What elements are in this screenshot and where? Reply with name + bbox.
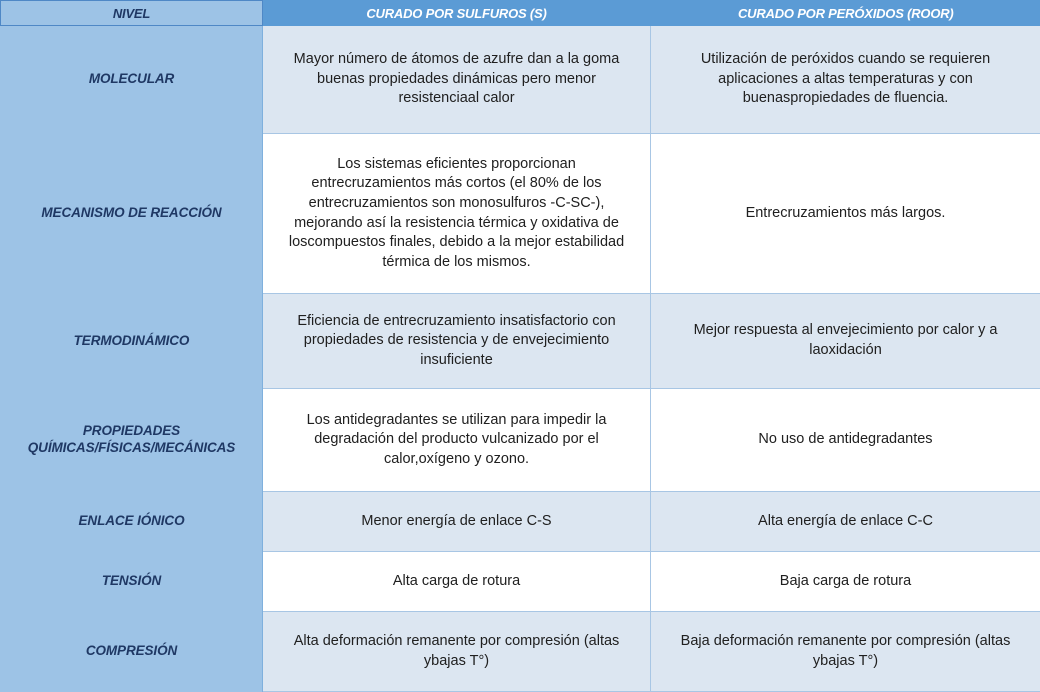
cell-sulfuros-propiedades: Los antidegradantes se utilizan para impedir la degradación del producto vulcanizado por el calor,oxígeno y ozono. [263, 389, 651, 492]
cell-peroxidos-tension: Baja carga de rotura [651, 552, 1040, 612]
row-label-termodinamico: TERMODINÁMICO [1, 294, 263, 389]
column-header-curado-sulfuros: CURADO POR SULFUROS (S) [263, 1, 651, 26]
table-row [1, 492, 1040, 552]
table-row [1, 134, 1040, 294]
table-row [1, 612, 1040, 692]
cell-sulfuros-mecanismo: Los sistemas eficientes proporcionan entrecruzamientos más cortos (el 80% de los entrecruzamientos son monosulfuros -C-SC-), mejorando así la resistencia térmica y oxidativa de loscompuestos finales, debido a la mejor estabilidad térmica de los mismos. [263, 134, 651, 294]
row-label-compresion: COMPRESIÓN [1, 612, 263, 692]
cell-peroxidos-mecanismo: Entrecruzamientos más largos. [651, 134, 1040, 294]
table-row [1, 294, 1040, 389]
cell-peroxidos-termodinamico: Mejor respuesta al envejecimiento por calor y a laoxidación [651, 294, 1040, 389]
column-header-nivel: NIVEL [1, 1, 263, 26]
table-header [1, 1, 1040, 26]
cell-sulfuros-compresion: Alta deformación remanente por compresión (altas ybajas T°) [263, 612, 651, 692]
cell-sulfuros-termodinamico: Eficiencia de entrecruzamiento insatisfactorio con propiedades de resistencia y de envejecimiento insuficiente [263, 294, 651, 389]
column-header-curado-peroxidos: CURADO POR PERÓXIDOS (ROOR) [651, 1, 1040, 26]
row-label-molecular: MOLECULAR [1, 26, 263, 134]
cell-peroxidos-enlace-ionico: Alta energía de enlace C-C [651, 492, 1040, 552]
row-label-mecanismo-de-reaccion: MECANISMO DE REACCIÓN [1, 134, 263, 294]
cell-sulfuros-molecular: Mayor número de átomos de azufre dan a la goma buenas propiedades dinámicas pero menor resistenciaal calor [263, 26, 651, 134]
cell-peroxidos-compresion: Baja deformación remanente por compresión (altas ybajas T°) [651, 612, 1040, 692]
table-row [1, 389, 1040, 492]
table-row [1, 26, 1040, 134]
cell-peroxidos-molecular: Utilización de peróxidos cuando se requieren aplicaciones a altas temperaturas y con buenaspropiedades de fluencia. [651, 26, 1040, 134]
table-body [1, 26, 1040, 692]
row-label-tension: TENSIÓN [1, 552, 263, 612]
header-row [1, 1, 1040, 26]
table-row [1, 552, 1040, 612]
cell-sulfuros-enlace-ionico: Menor energía de enlace C-S [263, 492, 651, 552]
cell-sulfuros-tension: Alta carga de rotura [263, 552, 651, 612]
cell-peroxidos-propiedades: No uso de antidegradantes [651, 389, 1040, 492]
row-label-propiedades-quimicas-fisicas-mecanicas: PROPIEDADES QUÍMICAS/FÍSICAS/MECÁNICAS [1, 389, 263, 492]
row-label-enlace-ionico: ENLACE IÓNICO [1, 492, 263, 552]
